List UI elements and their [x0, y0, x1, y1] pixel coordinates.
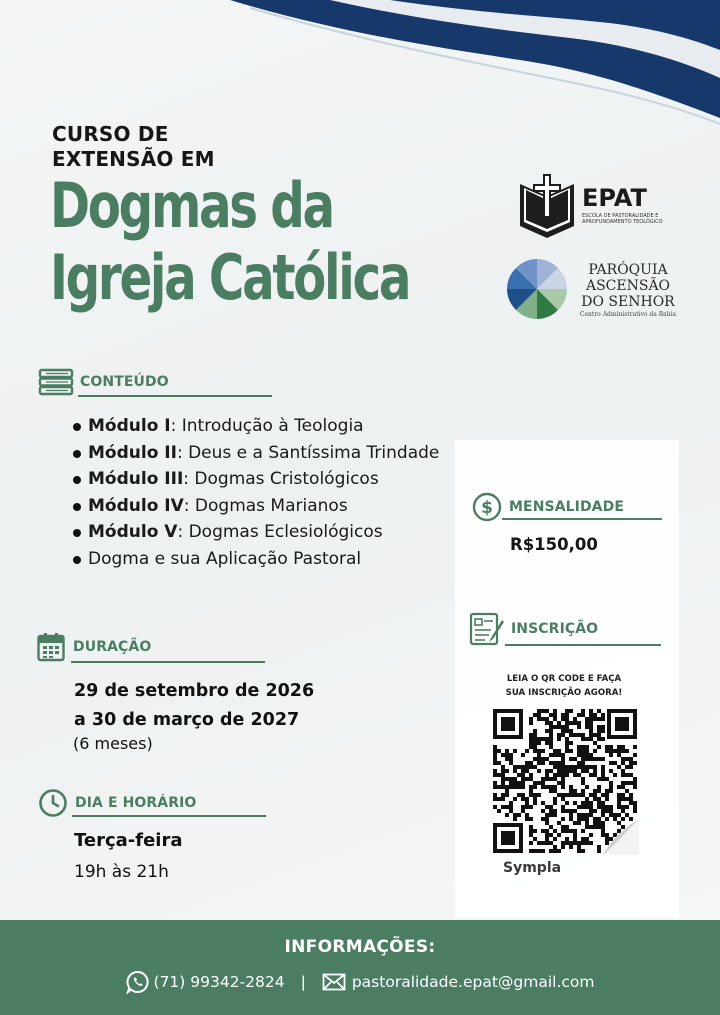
- title-line-2: Igreja Católica: [50, 241, 410, 314]
- tagline-line-1: CURSO DE: [52, 122, 169, 146]
- parish-name-line-2: ASCENSÃO: [585, 278, 671, 294]
- footer-title: INFORMAÇÕES:: [284, 937, 436, 957]
- list-item: Módulo V: Dogmas Eclesiológicos: [72, 519, 452, 546]
- qr-caption-line-2: SUA INSCRIÇÃO AGORA!: [505, 688, 623, 698]
- qr-caption: [480, 672, 648, 700]
- epat-logo: [516, 170, 686, 242]
- footer-info-bar: [0, 920, 720, 1015]
- qr-caption-line-1: LEIA O QR CODE E FAÇA: [506, 674, 622, 684]
- parish-name: [572, 262, 684, 310]
- epat-cross-book-icon: [516, 170, 578, 242]
- duracao-heading: DURAÇÃO: [73, 639, 152, 655]
- epat-name: EPAT: [582, 184, 647, 212]
- footer-separator: |: [300, 973, 306, 991]
- course-title: [50, 170, 409, 314]
- list-item: Módulo II: Deus e a Santíssima Trindade: [72, 440, 452, 467]
- parish-logo: [504, 256, 684, 326]
- books-icon: [38, 368, 74, 396]
- parish-name-line-1: PARÓQUIA: [588, 262, 668, 278]
- conteudo-heading: CONTEÚDO: [80, 374, 169, 390]
- footer-phone[interactable]: (71) 99342-2824: [153, 973, 285, 991]
- inscricao-heading: INSCRIÇÃO: [511, 621, 599, 637]
- duration-end: a 30 de março de 2027: [74, 710, 300, 730]
- parish-name-line-3: DO SENHOR: [581, 294, 675, 310]
- email-icon: [322, 970, 346, 994]
- mensalidade-heading: MENSALIDADE: [509, 499, 625, 515]
- duracao-section-header: [37, 632, 151, 662]
- parish-pinwheel-icon: [504, 256, 570, 322]
- horario-heading: DIA E HORÁRIO: [75, 795, 197, 811]
- clock-icon: [38, 788, 68, 818]
- parish-subtitle: Centro Administrativo da Bahia: [579, 311, 677, 318]
- list-item: Módulo IV: Dogmas Marianos: [72, 493, 452, 520]
- monthly-price: R$150,00: [510, 535, 598, 554]
- tagline-line-2: EXTENSÃO EM: [52, 147, 215, 171]
- horario-section-header: [38, 788, 196, 818]
- duration-start: 29 de setembro de 2026: [74, 681, 315, 701]
- class-hours: 19h às 21h: [74, 862, 169, 882]
- class-day: Terça-feira: [74, 830, 183, 851]
- header-wave-decoration: [0, 0, 720, 140]
- inscricao-section-header: [469, 612, 598, 646]
- list-item: Dogma e sua Aplicação Pastoral: [72, 546, 452, 573]
- footer-contacts: [0, 970, 720, 994]
- modules-list: [72, 413, 452, 572]
- title-line-1: Dogmas da: [50, 169, 333, 242]
- course-tagline: [52, 122, 215, 172]
- dollar-icon: [472, 492, 502, 522]
- mensalidade-section-header: [472, 492, 624, 522]
- whatsapp-icon: [126, 970, 150, 994]
- duration-months: (6 meses): [73, 734, 153, 753]
- registration-qr-code[interactable]: [491, 707, 639, 855]
- conteudo-section-header: [38, 368, 169, 396]
- mensalidade-underline: [502, 518, 662, 520]
- sympla-label: Sympla: [503, 860, 562, 876]
- conteudo-underline: [78, 395, 272, 397]
- form-icon: [469, 612, 505, 646]
- horario-underline: [72, 815, 266, 817]
- inscricao-underline: [505, 644, 661, 646]
- sympla-logo: [503, 860, 561, 876]
- svg-text:$: $: [481, 498, 493, 518]
- epat-subtitle: ESCOLA DE PASTORALIDADE E APROFUNDAMENTO TEOLÓGICO: [582, 213, 663, 225]
- list-item: Módulo III: Dogmas Cristológicos: [72, 466, 452, 493]
- duracao-underline: [71, 661, 265, 663]
- footer-email[interactable]: pastoralidade.epat@gmail.com: [351, 973, 595, 991]
- duration-dates: [74, 677, 314, 735]
- list-item: Módulo I: Introdução à Teologia: [72, 413, 452, 440]
- calendar-icon: [37, 632, 65, 662]
